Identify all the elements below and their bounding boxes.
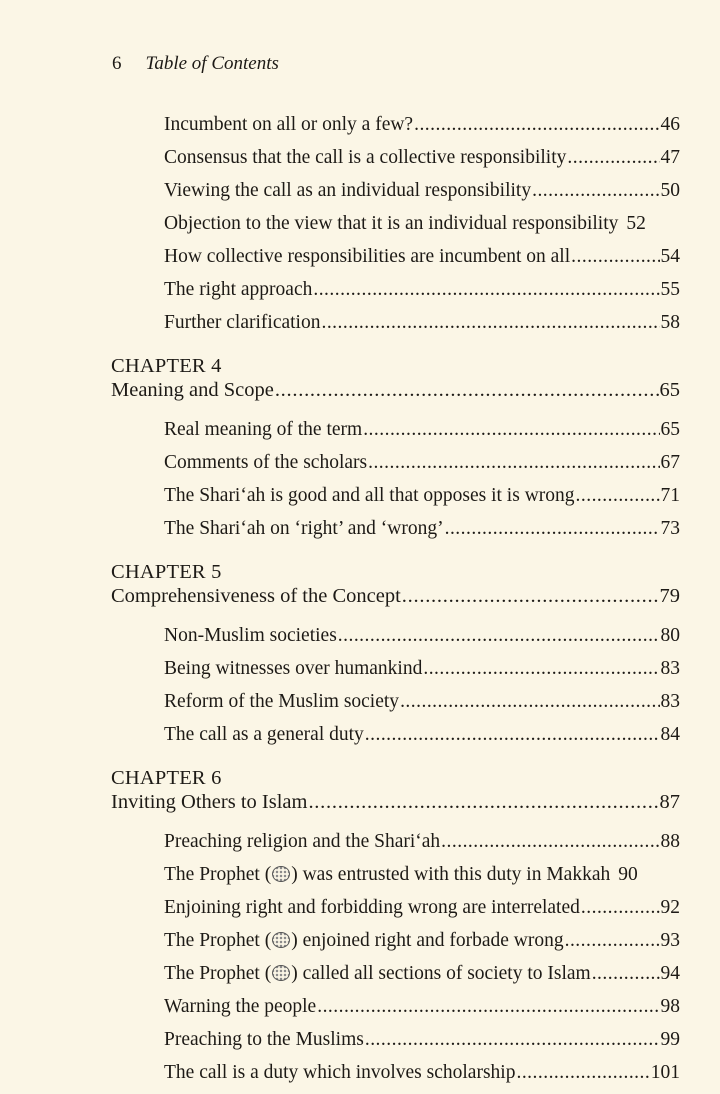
blessing-glyph-icon [272, 932, 290, 948]
entry-title: Non-Muslim societies [164, 625, 337, 646]
entry-page-number: 73 [660, 518, 680, 539]
dot-leader [532, 179, 659, 203]
blessing-glyph-icon [272, 965, 290, 981]
entry-page-number: 94 [660, 963, 680, 984]
entry-title: The Prophet ( ) called all sections of society to Islam [164, 963, 591, 984]
dot-leader [571, 245, 659, 269]
toc-entry[interactable] [164, 995, 680, 1019]
entry-page-number: 83 [660, 691, 680, 712]
entry-title: The right approach [164, 279, 313, 300]
entry-page-number: 67 [660, 452, 680, 473]
toc-entry[interactable] [164, 146, 680, 170]
spacer [0, 608, 720, 624]
entry-title: Comprehensiveness of the Concept [111, 585, 401, 607]
toc-entry[interactable] [164, 1028, 680, 1052]
toc-entry[interactable] [164, 657, 680, 681]
spacer [0, 344, 720, 354]
dot-leader [423, 657, 659, 681]
dot-leader [445, 517, 660, 541]
running-title: Table of Contents [145, 53, 279, 74]
toc-entry[interactable] [164, 830, 680, 854]
entry-page-number: 50 [660, 180, 680, 201]
dot-leader [441, 830, 659, 854]
toc-entry[interactable] [164, 896, 680, 920]
dot-leader [402, 584, 659, 608]
entry-page-number: 65 [660, 419, 680, 440]
entry-page-number: 65 [659, 379, 680, 401]
entry-page-number: 88 [660, 831, 680, 852]
toc-entry[interactable] [164, 517, 680, 541]
chapter-title-entry[interactable] [111, 584, 680, 608]
entry-title: Preaching religion and the Shari‘ah [164, 831, 441, 852]
entry-page-number: 55 [660, 279, 680, 300]
dot-leader [338, 624, 660, 648]
entry-title: Enjoining right and forbidding wrong are interrelated [164, 897, 580, 918]
spacer [0, 402, 720, 418]
entry-title: Inviting Others to Islam [111, 791, 308, 813]
page-number: 6 [112, 53, 122, 74]
entry-title: Viewing the call as an individual responsibility [164, 180, 532, 201]
toc-entry[interactable] [164, 212, 680, 236]
entry-title: Further clarification [164, 312, 321, 333]
dot-leader [414, 113, 659, 137]
entry-page-number: 58 [660, 312, 680, 333]
running-header [112, 52, 279, 76]
entry-title: Incumbent on all or only a few? [164, 114, 414, 135]
table-of-contents [0, 113, 720, 1094]
entry-title: The Prophet ( ) enjoined right and forbade wrong [164, 930, 564, 951]
toc-entry[interactable] [164, 962, 680, 986]
chapter-title-entry[interactable] [111, 790, 680, 814]
entry-title: The Prophet ( ) was entrusted with this duty in Makkah [164, 864, 611, 885]
blessing-glyph-icon [272, 866, 290, 882]
entry-page-number: 101 [650, 1062, 680, 1083]
spacer [0, 814, 720, 830]
dot-leader [313, 278, 659, 302]
dot-leader [365, 723, 660, 747]
entry-title: Being witnesses over humankind [164, 658, 423, 679]
entry-page-number: 80 [660, 625, 680, 646]
chapter-title-entry[interactable] [111, 378, 680, 402]
toc-entry[interactable] [164, 1061, 680, 1085]
entry-page-number: 46 [660, 114, 680, 135]
spacer [0, 550, 720, 560]
dot-leader [565, 929, 660, 953]
toc-entry[interactable] [164, 451, 680, 475]
dot-leader [592, 962, 660, 986]
entry-title: The call as a general duty [164, 724, 364, 745]
dot-leader [317, 995, 659, 1019]
toc-entry[interactable] [164, 723, 680, 747]
dot-leader [321, 311, 659, 335]
entry-page-number: 79 [659, 585, 680, 607]
toc-entry[interactable] [164, 311, 680, 335]
entry-title: The Shari‘ah is good and all that opposes it is wrong [164, 485, 575, 506]
toc-entry[interactable] [164, 245, 680, 269]
toc-entry[interactable] [164, 863, 680, 887]
dot-leader [400, 690, 659, 714]
entry-page-number: 99 [660, 1029, 680, 1050]
entry-title: The Shari‘ah on ‘right’ and ‘wrong’ [164, 518, 444, 539]
entry-title: Objection to the view that it is an individual responsibility [164, 213, 619, 234]
dot-leader [567, 146, 659, 170]
entry-page-number: 92 [660, 897, 680, 918]
entry-page-number: 84 [660, 724, 680, 745]
entry-page-number: 93 [660, 930, 680, 951]
toc-entry[interactable] [164, 278, 680, 302]
chapter-heading: CHAPTER 5 [111, 561, 222, 583]
entry-page-number: 54 [660, 246, 680, 267]
entry-title: Preaching to the Muslims [164, 1029, 364, 1050]
toc-entry[interactable] [164, 484, 680, 508]
toc-entry[interactable] [164, 179, 680, 203]
entry-page-number: 90 [618, 864, 638, 885]
dot-leader [365, 1028, 660, 1052]
toc-entry[interactable] [164, 929, 680, 953]
chapter-heading: CHAPTER 4 [111, 355, 222, 377]
entry-title: How collective responsibilities are incumbent on all [164, 246, 571, 267]
toc-entry[interactable] [164, 624, 680, 648]
chapter-heading: CHAPTER 6 [111, 767, 222, 789]
entry-title: Consensus that the call is a collective responsibility [164, 147, 567, 168]
entry-page-number: 98 [660, 996, 680, 1017]
entry-title: Comments of the scholars [164, 452, 368, 473]
dot-leader [516, 1061, 649, 1085]
dot-leader [581, 896, 660, 920]
entry-title: The call is a duty which involves scholarship [164, 1062, 516, 1083]
entry-title: Real meaning of the term [164, 419, 363, 440]
entry-title: Reform of the Muslim society [164, 691, 400, 712]
entry-page-number: 71 [660, 485, 680, 506]
toc-entry[interactable] [164, 113, 680, 137]
toc-entry[interactable] [164, 418, 680, 442]
entry-page-number: 83 [660, 658, 680, 679]
dot-leader [363, 418, 659, 442]
entry-page-number: 47 [660, 147, 680, 168]
toc-entry[interactable] [164, 690, 680, 714]
dot-leader [576, 484, 660, 508]
entry-page-number: 52 [626, 213, 646, 234]
entry-title: Meaning and Scope [111, 379, 274, 401]
entry-page-number: 87 [659, 791, 680, 813]
spacer [0, 756, 720, 766]
entry-title: Warning the people [164, 996, 317, 1017]
dot-leader [308, 790, 658, 814]
dot-leader [368, 451, 659, 475]
dot-leader [275, 378, 659, 402]
